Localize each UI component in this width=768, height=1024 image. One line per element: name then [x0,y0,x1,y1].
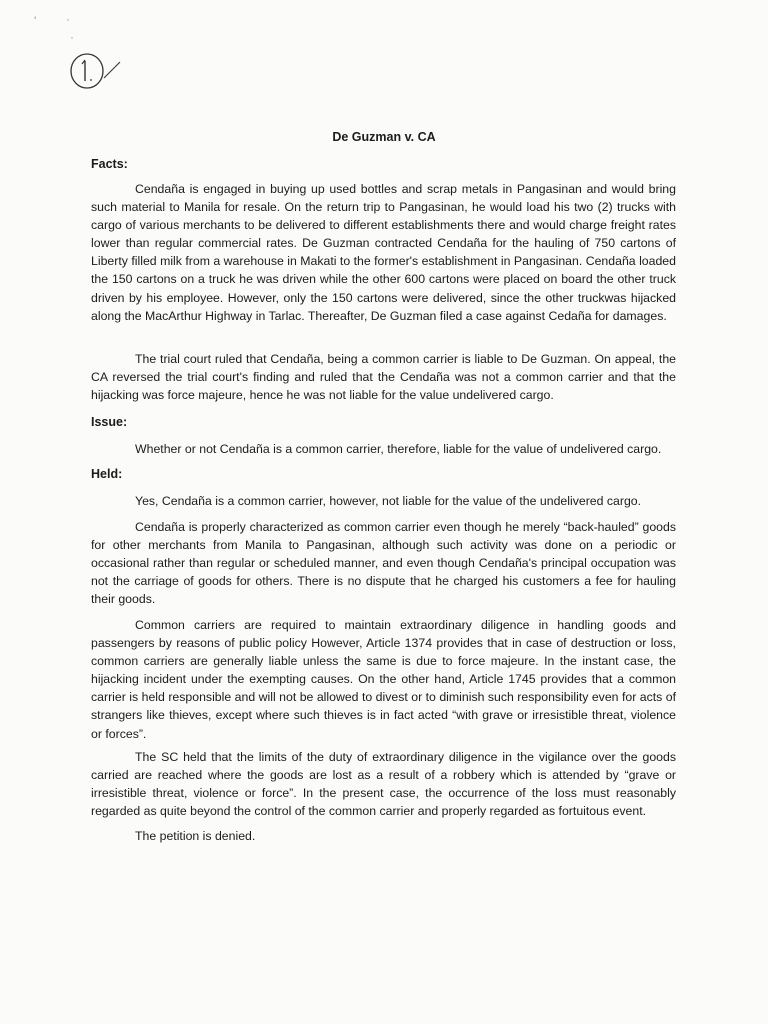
held-conclusion: The petition is denied. [135,829,256,843]
document-title: De Guzman v. CA [332,130,436,144]
handwritten-page-number [68,50,130,92]
issue-heading: Issue: [91,415,128,429]
scan-speck: · [70,30,74,44]
facts-paragraph: Cendaña is engaged in buying up used bottles and scrap metals in Pangasinan and would bring such material to Manila for resale. On the return trip to Pangasinan, he would load his two (2) trucks with cargo of various merchants to be delivered to different establishments there and would charge freight rates lower than regular commercial rates. De Guzman contracted Cendaña for the hauling of 750 cartons of Liberty filled milk from a warehouse in Makati to the former's establishment in Pangasinan. Cendaña loaded the 150 cartons on a truck he was driven while the other 600 cartons were placed on board the other truck driven by his employee. However, only the 150 cartons were delivered, since the other truckwas hijacked along the MacArthur Highway in Tarlac. Thereafter, De Guzman filed a case against Cedaña for damages. [91,182,676,323]
facts-heading: Facts: [91,157,128,171]
scan-speck: · [66,12,70,26]
held-paragraph: Common carriers are required to maintain extraordinary diligence in handling goods and passengers by reasons of public policy However, Article 1374 provides that in case of destruction or loss, common carriers are generally liable unless the same is due to force majeure. In the instant case, the hijacking incident under the exempting causes. On the other hand, Article 1745 provides that a common carrier is held responsible and will not be allowed to divest or to diminish such responsibility even for acts of strangers like thieves, except where such thieves is in fact acted “with grave or irresistible threat, violence or forces”. [91,618,676,741]
held-paragraph: Yes, Cendaña is a common carrier, however, not liable for the value of the undelivered cargo. [135,494,642,508]
held-heading: Held: [91,467,123,481]
facts-paragraph: The trial court ruled that Cendaña, being a common carrier is liable to De Guzman. On appeal, the CA reversed the trial court's finding and ruled that the Cendaña was not a common carrier and that the hijacking was force majeure, hence he was not liable for the value undelivered cargo. [91,352,676,403]
handwritten-circle-mark [68,50,130,92]
scan-speck: ' [34,14,37,28]
held-paragraph: Cendaña is properly characterized as common carrier even though he merely “back-hauled” goods for other merchants from Manila to Pangasinan, although such activity was done on a periodic or occasional rather than regular or scheduled manner, and even though Cendaña's principal occupation was not the carriage of goods for others. There is no dispute that he charged his customers a fee for hauling their goods. [91,520,676,607]
issue-paragraph: Whether or not Cendaña is a common carrier, therefore, liable for the value of undelivered cargo. [135,442,662,456]
held-paragraph: The SC held that the limits of the duty of extraordinary diligence in the vigilance over the goods carried are reached where the goods are lost as a result of a robbery which is attended by “grave or irresistible threat, violence or force”. In the present case, the occurrence of the loss must reasonably regarded as quite beyond the control of the common carrier and properly regarded as fortuitous event. [91,750,676,819]
